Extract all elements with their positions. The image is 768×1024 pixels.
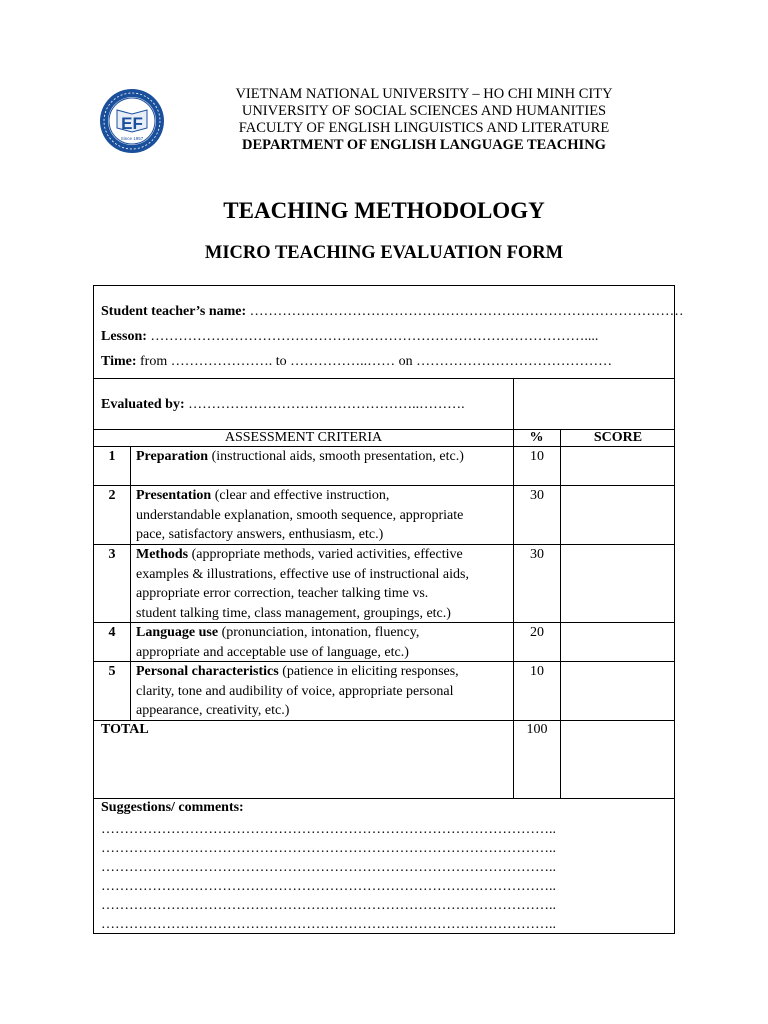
percent-column-header: % [529,430,544,445]
percent-cell: 10 [530,449,544,464]
total-percent: 100 [526,722,548,737]
logo-since: Since 1957 [120,136,144,141]
lesson-field[interactable]: ………………………………………………………………………………….... [150,329,599,344]
total-label: TOTAL [101,722,149,737]
criteria-cell: Preparation (instructional aids, smooth presentation, etc.) [136,449,464,464]
on-field[interactable]: …………………………………… [416,354,613,369]
evaluated-by-row[interactable] [101,395,465,415]
percent-cell: 20 [530,625,544,640]
time-label: Time: [101,354,137,369]
header-line-3: FACULTY OF ENGLISH LINGUISTICS AND LITERATURE [238,120,610,136]
from-label: from [140,354,168,369]
criteria-title: Language use [136,625,219,640]
score-column-header: SCORE [593,430,643,445]
institution-header [200,86,648,154]
evaluation-form [93,285,684,934]
comment-line[interactable]: …………………………………………………………………………………….. [101,822,556,837]
criteria-column-header: ASSESSMENT CRITERIA [224,430,383,445]
comment-line[interactable]: …………………………………………………………………………………….. [101,917,556,932]
lesson-row[interactable] [101,327,598,347]
evaluated-by-field[interactable]: …………………………………………..………. [188,397,465,412]
row-number: 4 [108,625,116,640]
from-field[interactable]: …………………. [170,354,273,369]
criteria-title: Presentation [136,488,212,503]
row-number: 1 [108,449,116,464]
comment-line[interactable]: …………………………………………………………………………………….. [101,841,556,856]
lesson-label: Lesson: [101,329,147,344]
criteria-cell: Personal characteristics (patience in eliciting responses, clarity, tone and audibility of voice, appropriate personal appearance, creativity, etc.) [136,664,459,718]
criteria-title: Preparation [136,449,209,464]
percent-cell: 30 [530,547,544,562]
row-number: 5 [108,664,116,679]
header-line-2: UNIVERSITY OF SOCIAL SCIENCES AND HUMANITIES [241,103,607,119]
time-row[interactable] [101,352,612,372]
student-name-row[interactable] [101,302,684,322]
student-name-field[interactable]: ………………………………………………………………………………… [249,304,684,319]
criteria-cell: Methods (appropriate methods, varied activities, effective examples & illustrations, effective use of instructional aids, appropriate error correction, teacher talking time vs. student talking time, class management, groupings, etc.) [136,547,469,621]
criteria-title: Personal characteristics [136,664,279,679]
page-title: TEACHING METHODOLOGY [223,198,545,223]
form-subtitle: MICRO TEACHING EVALUATION FORM [204,243,564,263]
criteria-cell: Language use (pronunciation, intonation, fluency, appropriate and acceptable use of language, etc.) [136,625,420,660]
header-line-1: VIETNAM NATIONAL UNIVERSITY – HO CHI MINH CITY [235,86,613,102]
university-logo [99,88,165,154]
evaluated-by-label: Evaluated by: [101,397,185,412]
logo-lettering: EF [121,114,143,133]
comment-line[interactable]: …………………………………………………………………………………….. [101,879,556,894]
on-label: on [398,354,413,369]
criteria-title: Methods [136,547,189,562]
suggestions-label: Suggestions/ comments: [101,800,244,815]
criteria-cell: Presentation (clear and effective instruction, understandable explanation, smooth sequence, appropriate pace, satisfactory answers, enthusiasm, etc.) [136,488,464,542]
percent-cell: 10 [530,664,544,679]
comment-line[interactable]: …………………………………………………………………………………….. [101,898,556,913]
total-score-field[interactable] [564,720,672,794]
row-number: 3 [108,547,116,562]
to-label: to [275,354,287,369]
percent-cell: 30 [530,488,544,503]
student-name-label: Student teacher’s name: [101,304,247,319]
header-line-4: DEPARTMENT OF ENGLISH LANGUAGE TEACHING [242,137,606,153]
row-number: 2 [108,488,116,503]
comment-line[interactable]: …………………………………………………………………………………….. [101,860,556,875]
to-field[interactable]: ……………..…… [290,354,396,369]
